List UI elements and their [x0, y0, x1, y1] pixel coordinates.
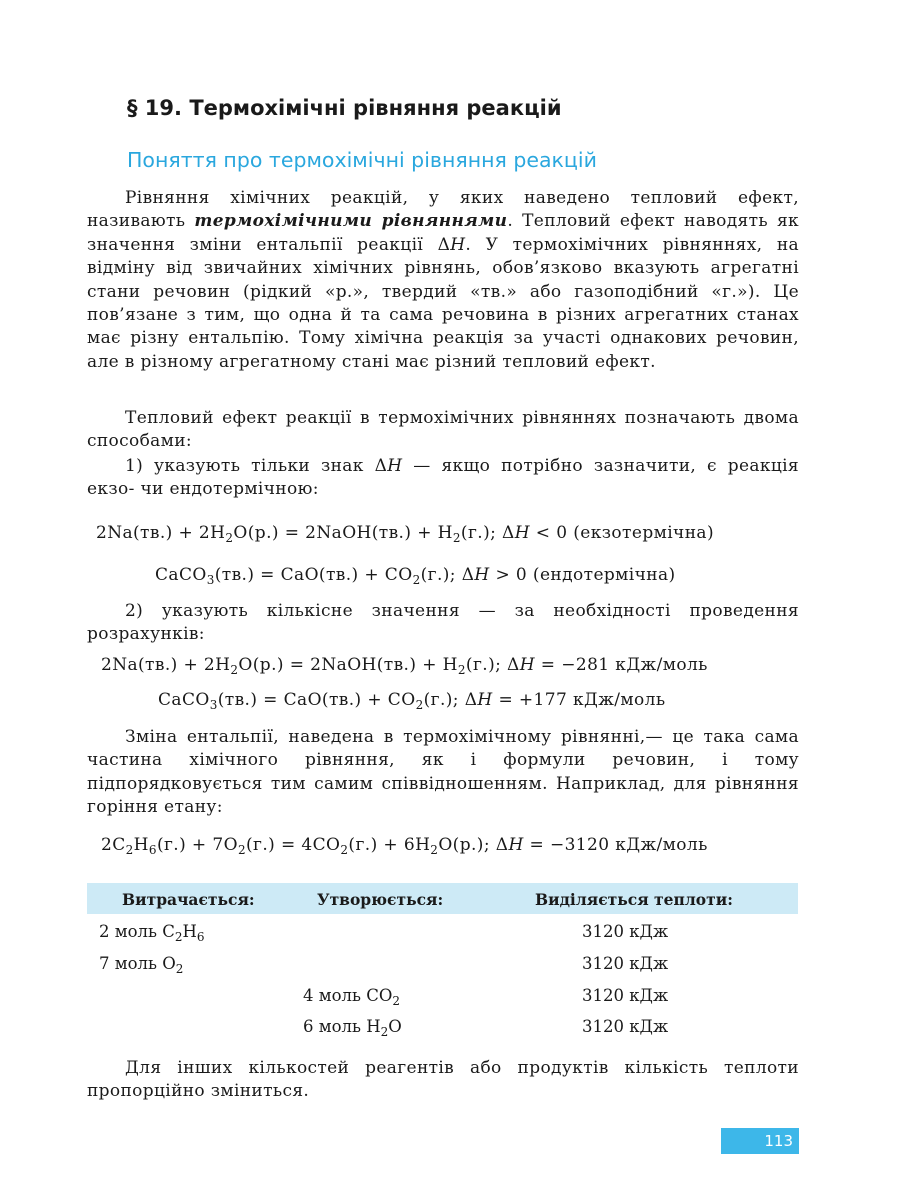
cell-formed: 6 моль $H_2O$ — [303, 1017, 402, 1039]
paragraph-definition: Рівняння хімічних реакцій, у яких наведено тепловий ефект, називають термохімічними рівняннями. Тепловий ефект наводять як значення зміни ентальпії реакції ΔH. У термохімічних рівняннях, на відміну від звичайних хімічних рівнянь, обов’язково вказують агрегатні стани речовин (рідкий «р.», твердий «тв.» або газоподібний «г.»). Це пов’язане з тим, що одна й та сама речовина в різних агрегатних станах має різну ентальпію. Тому хімічна реакція за участі однакових речовин, але в різному агрегатному стані має різний тепловий ефект. — [87, 188, 800, 372]
header-heat: Виділяється теплоти: — [535, 890, 733, 909]
table-header — [87, 883, 798, 914]
section-title: § 19. Термохімічні рівняння реакцій — [127, 96, 562, 120]
equation-sodium-exo: $2Na(тв.) + 2H_2O(р.)$ = 2NaOH(тв.) + $H_2(г.)$; ΔH < 0 (екзотермічна) — [96, 523, 714, 545]
paragraph-way-one: 1) указують тільки знак ΔH — якщо потрібно зазначити, є реакція екзо- чи ендотермічною: — [87, 456, 799, 500]
page-number: 113 — [721, 1128, 799, 1154]
subheading: Поняття про термохімічні рівняння реакцій — [127, 148, 597, 172]
header-spent: Витрачається: — [122, 890, 255, 909]
header-formed: Утворюється: — [317, 890, 444, 909]
paragraph-way-two: 2) указують кількісне значення — за необхідності проведення розрахунків: — [87, 601, 799, 645]
cell-heat: 3120 кДж — [582, 954, 669, 973]
term-thermochemical-equations: термохімічними рівняннями — [194, 211, 508, 232]
paragraph-two-ways: Тепловий ефект реакції в термохімічних рівняннях позначають двома способами: — [87, 408, 799, 452]
paragraph-enthalpy-part: Зміна ентальпії, наведена в термохімічному рівнянні,— це така сама частина хімічного рівняння, як і формули речовин, і тому підпорядковується тим самим співвідношенням. Наприклад, для рівняння горіння етану: — [87, 727, 799, 818]
equation-calcium-value: CaCO$_3$(тв.) = $CaO(тв.) + CO_2(г.)$; ΔH = +177 кДж/моль — [158, 690, 666, 712]
equation-sodium-value: $2Na(тв.) + 2H_2O(р.)$ = 2NaOH(тв.) + $H_2(г.)$; ΔH = −281 кДж/моль — [101, 655, 708, 677]
cell-heat: 3120 кДж — [582, 986, 669, 1005]
cell-formed: 4 моль $CO_2$ — [303, 986, 401, 1008]
cell-spent: 7 моль $O_2$ — [99, 954, 184, 976]
paragraph-proportional: Для інших кількостей реагентів або продуктів кількість теплоти пропорційно зміниться. — [87, 1058, 799, 1102]
equation-calcium-endo: CaCO$_3$(тв.) = $CaO(тв.) + CO_2(г.)$; ΔH > 0 (ендотермічна) — [155, 565, 676, 587]
cell-spent: 2 моль $C_2H_6$ — [99, 922, 205, 944]
cell-heat: 3120 кДж — [582, 1017, 669, 1036]
equation-ethane-combustion: $2C_2H_6(г.) + 7O_2(г.) = 4CO_2(г.) + 6H_2O(р.)$; ΔH = −3120 кДж/моль — [101, 835, 708, 857]
cell-heat: 3120 кДж — [582, 922, 669, 941]
